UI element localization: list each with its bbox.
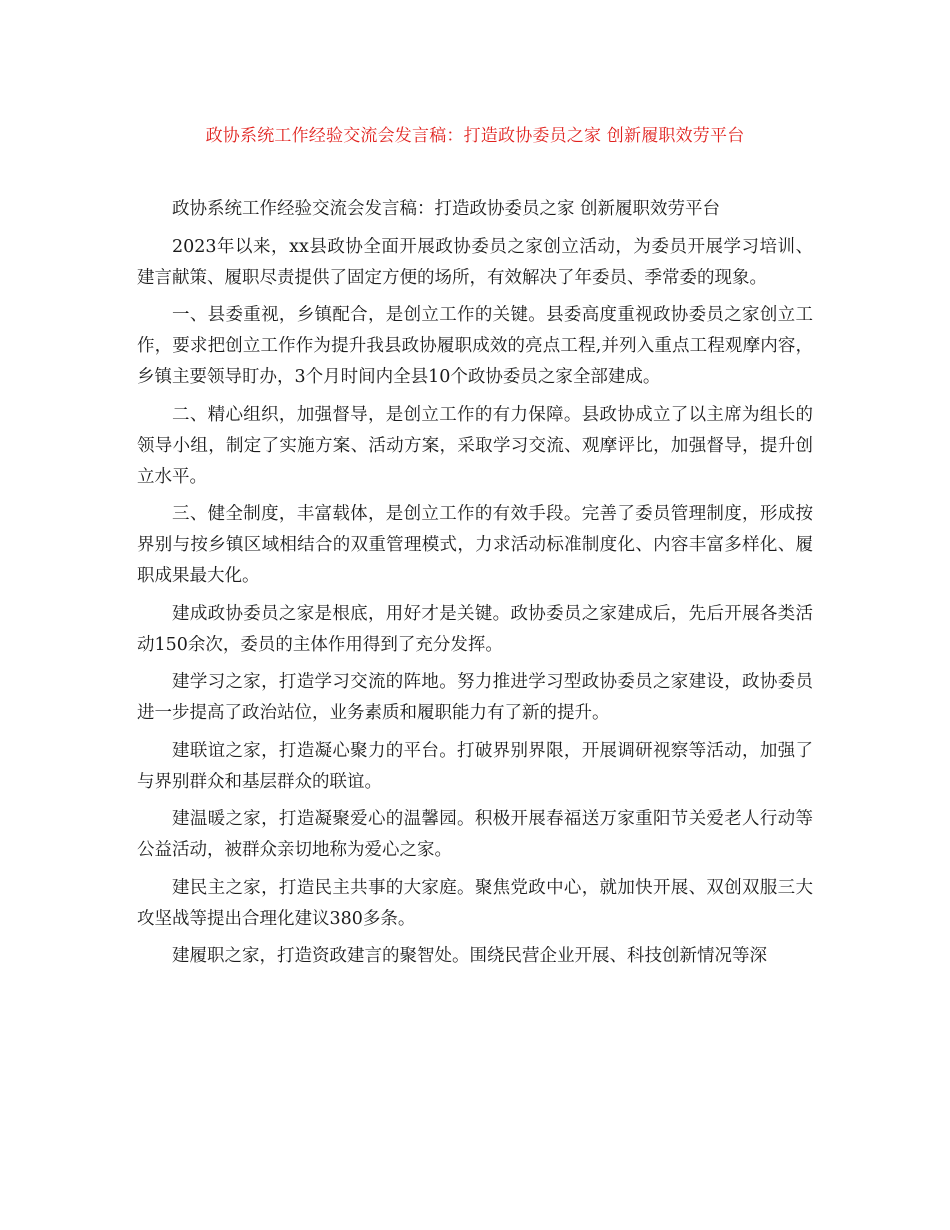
body-paragraph-intro: 2023年以来，xx县政协全面开展政协委员之家创立活动，为委员开展学习培训、建言献策、履职尽责提供了固定方便的场所，有效解决了年委员、季常委的现象。 [137, 236, 813, 288]
body-paragraph-warm-home: 建温暖之家，打造凝聚爱心的温馨园。积极开展春福送万家重阳节关爱老人行动等公益活动，被群众亲切地称为爱心之家。 [137, 809, 813, 860]
body-paragraph-democracy-home: 建民主之家，打造民主共事的大家庭。聚焦党政中心，就加快开展、双创双服三大攻坚战等提出合理化建议380多条。 [137, 877, 813, 929]
body-paragraph-duty-home: 建履职之家，打造资政建言的聚智处。围绕民营企业开展、科技创新情况等深 [172, 946, 767, 966]
body-paragraph-point-three: 三、健全制度，丰富载体，是创立工作的有效手段。完善了委员管理制度，形成按界别与按乡镇区域相结合的双重管理模式，力求活动标准制度化、内容丰富多样化、履职成果最大化。 [137, 504, 813, 586]
body-paragraph-study-home: 建学习之家，打造学习交流的阵地。努力推进学习型政协委员之家建设，政协委员进一步提高了政治站位，业务素质和履职能力有了新的提升。 [137, 672, 813, 723]
document-body [137, 194, 813, 979]
body-paragraph-foundation: 建成政协委员之家是根底，用好才是关键。政协委员之家建成后，先后开展各类活动150余次，委员的主体作用得到了充分发挥。 [137, 603, 813, 655]
body-paragraph-friendship-home: 建联谊之家，打造凝心聚力的平台。打破界别界限，开展调研视察等活动，加强了与界别群众和基层群众的联谊。 [137, 740, 813, 792]
body-paragraph-point-one: 一、县委重视，乡镇配合，是创立工作的关键。县委高度重视政协委员之家创立工作，要求把创立工作作为提升我县政协履职成效的亮点工程,并列入重点工程观摩内容，乡镇主要领导盯办，3个月时间内全县10个政协委员之家全部建成。 [137, 305, 813, 387]
document-title: 政协系统工作经验交流会发言稿：打造政协委员之家 创新履职效劳平台 [205, 126, 745, 146]
body-paragraph-point-two: 二、精心组织，加强督导，是创立工作的有力保障。县政协成立了以主席为组长的领导小组，制定了实施方案、活动方案，采取学习交流、观摩评比，加强督导，提升创立水平。 [137, 404, 813, 487]
body-paragraph-heading: 政协系统工作经验交流会发言稿：打造政协委员之家 创新履职效劳平台 [172, 199, 721, 219]
